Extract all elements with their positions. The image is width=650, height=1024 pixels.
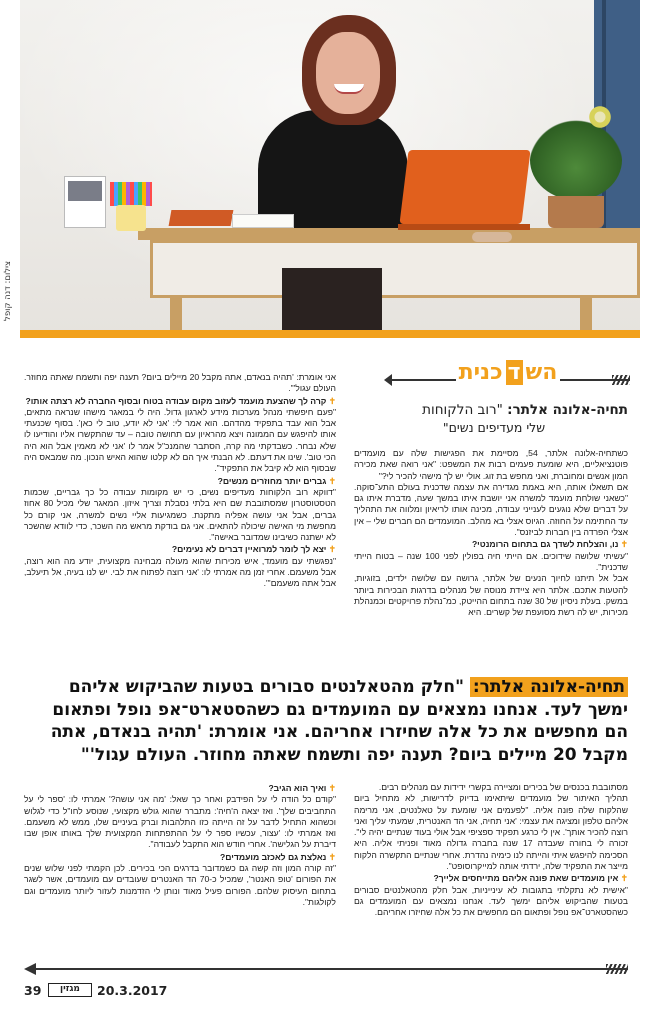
column-left-top bbox=[24, 372, 336, 670]
question-bullet-icon: ✝ bbox=[326, 475, 336, 486]
section-title bbox=[386, 360, 630, 386]
interview-question bbox=[24, 544, 336, 555]
paragraph: "נפגשתי עם מועמד, איש מכירות שהוא מעולה מבחינה מקצועית, יודע מה הוא רוצה, אבל משעמם. אחרי זמן מה אמרתי לו: 'אני רוצה לפתוח את לבי. יש לנו בעיה, אל תיעלב, אבל אתה משעמם'". bbox=[24, 555, 336, 589]
article-headline bbox=[360, 402, 628, 418]
paragraph: אני אומרת: 'תהיה בנאדם, אתה מקבל 20 מיילים ביום? תענה יפה ותשמח שאתה מחוזר. העולם עגול'". bbox=[24, 372, 336, 394]
pull-quote bbox=[24, 676, 628, 766]
question-bullet-icon: ✝ bbox=[326, 395, 336, 406]
question-text: קרה לך שהצעת מועמד לעזוב מקום עבודה בטוח ובסוף החברה לא רצתה אותו? bbox=[25, 395, 327, 406]
question-text: אין מועמדים שאת פונה אליהם מתייחסים אלייך? bbox=[433, 873, 619, 884]
pencil-cup bbox=[116, 205, 146, 231]
arrow-tip-icon bbox=[24, 963, 36, 975]
papers bbox=[232, 214, 294, 228]
photo-credit: צילום: דנה קופל bbox=[3, 260, 13, 322]
column-right-bottom bbox=[354, 782, 628, 954]
orange-divider bbox=[20, 330, 640, 338]
footer-arrow bbox=[24, 963, 628, 975]
red-laptop bbox=[169, 210, 234, 226]
interview-question bbox=[24, 476, 336, 487]
pull-quote-text: "חלק מהטאלנטים סבורים בטעות שהביקוש אליהם ימשך לעד. אנחנו נמצאים עם המועמדים גם כשהסטארט־אפ נופל ופתאום הם מחפשים את כל אלה שחיזרו אחריהם. אני אומרת: 'תהיה בנאדם, אתה מקבל 20 מיילים ביום? תענה יפה ותשמח שאתה מחוזר. העולם עגול'" bbox=[50, 677, 628, 765]
interview-question bbox=[24, 783, 336, 794]
question-bullet-icon: ✝ bbox=[618, 539, 628, 550]
interview-question bbox=[24, 396, 336, 407]
paragraph: "קודם כל הודה לי על הפידבק ואחר כך שאל: 'מה אני עושה?' אמרתי לו: 'ספר לי על התחביבים שלך'. ואז יצאה ה'חיה': מתברר שהוא גולש מקצועי, שנוסע לחו"ל כדי לגלוש וכשהוא התחיל לדבר על זה הייתה כזו התלהבות וברק בעיניים שלו, ממש לא משעמם. ואז אמרתי לו: 'עצור, עכשיו ספר לי על ההתפתחות המקצועית שלך באותו אופן שבו דיברת על הגלישה'. אחרי חודש הוא התקבל לעבודה". bbox=[24, 794, 336, 850]
arrow-feather-icon bbox=[606, 964, 628, 974]
laptop-base bbox=[398, 224, 530, 230]
headline-quote: "רוב הלקוחות bbox=[422, 402, 503, 418]
question-bullet-icon: ✝ bbox=[326, 544, 336, 555]
headline-name: תחיה-אלונה אלתר: bbox=[507, 402, 628, 418]
column-left-bottom bbox=[24, 782, 336, 954]
question-bullet-icon: ✝ bbox=[326, 851, 336, 862]
person-face bbox=[316, 32, 380, 114]
paragraph: "פעם חיפשתי מנהל מערכות מידע לארגון גדול. היה לי במאגר מישהו שנראה מתאים, אבל הוא עבד בתפקיד מהדהם. הוא אמר לי: 'אני לא יודע, טוב לי כאן'. בסוף שכנעתי אותו להיפגש עם הממונה ויצא מהראיון עם תחושה טובה – עד שהתקשרו אליו והודיעו לו שלא נבחר. כשבדקתי מה קרה, הסתבר שהמנכ"ל אמר לו 'אני לא מאמין אבל הוא היה הכי טוב'. שינו את דעתם. לא הבנתי איך הם לא קלטו שהוא האיש הנכון. מה שמבאס היה שבסוף הוא לא קיבל את התפקיד". bbox=[24, 406, 336, 474]
question-text: ואיך הוא הגיב? bbox=[268, 783, 327, 793]
section-title-part-b: כנית bbox=[456, 360, 506, 385]
paragraph: "עשיתי שלושה שידוכים. אם הייתי חיה בפולין לפני 100 שנה – בטוח הייתי שדכנית". bbox=[354, 550, 628, 572]
interview-question bbox=[24, 852, 336, 863]
paragraph: מסתובבת בכנסים של בכירים ומציירה בקשרי ידידות עם מנהלים רבים. bbox=[378, 782, 628, 792]
article-subline: שלי מעדיפים נשים" bbox=[442, 420, 546, 435]
desk-top bbox=[138, 228, 640, 240]
interview-question bbox=[354, 873, 628, 884]
pencils bbox=[110, 182, 152, 206]
laptop-icon bbox=[399, 150, 530, 224]
calendar-icon bbox=[64, 176, 106, 228]
section-banner bbox=[386, 360, 630, 388]
question-text: נו, והצלחת לשדך גם בתחום הרומנטי? bbox=[471, 539, 619, 550]
paragraph: "זה קורה המון וזה קשה גם כשמדובר בדרגים הכי בכירים. לכן הקמתי לפני שלוש שנים את הפורום 'טופ האנטר', שמכיל כ-70 הד האנטרים שעובדים עם מועמדים, אשר לשגר בתחום העיסוק שלהם. הפורום פעיל מאוד ונותן לי הזדמנות לעזור ליותר מועמדים וגם לקולגות". bbox=[24, 863, 336, 907]
desk-panel bbox=[150, 240, 640, 298]
question-text: יצא לך לומר למרואיין דברים לא נעימים? bbox=[171, 544, 327, 555]
person-legs bbox=[282, 268, 382, 336]
column-right-top bbox=[354, 448, 628, 670]
footer-line bbox=[36, 968, 628, 970]
paragraph: "דווקא רוב הלקוחות מעדיפים נשים, כי יש מקומות עבודה כל כך גבריים, שכמות הטסטוסטרון שמסתובבת שם היא בלתי נסבלת וצריך איזון. המאגר שלי מכיל 80 אחוז גברים, אבל אני עושה אפליה מתקנת. כשמגיעות אליי נשים למשרה, אני קורם כל מחפשת מי האישה שיכולה להתאים. אני גם בודקת מראש מה השכר, כדי לוודא שהשכר לא ישתנה כשיבינו שמדובר באישה". bbox=[24, 486, 336, 543]
question-text: נאלצת גם לאכזב מועמדים? bbox=[219, 851, 327, 862]
section-title-part-a: הש bbox=[523, 360, 561, 385]
paragraph: כשתחיה-אלונה אלתר, 54, מסיימת את הפגישות שלה עם מועמדים פוטנציאליים, היא שומעת פעמים רבות את המשפט: "אני רואה שאת מכירה המון אנשים ומחוברת, ואני מחפש בת זוג. אולי יש לך מישהי להכיר לי?" bbox=[354, 448, 628, 481]
section-title-box: ד bbox=[507, 360, 521, 385]
pull-quote-name: תחיה-אלונה אלתר: bbox=[470, 677, 628, 697]
paragraph: תהליך האיתור של מועמדים שיתאימו בדיוק לדרישות, לא מתחיל ביום שהלקוח שלה פונה אליה. "לפעמים אני שומעת על טאלנטים, אני מרימה אליהם טלפון ומציגה את עצמי: 'אני תחיה, אני הד האנטרית, שמעתי עליך ואני רוצה להכיר אותך'. אין לי כרגע תפקיד ספציפי אבל אולי בעוד שנתיים יהיה לי". זכורה לי בחורה שעבדה 17 שנה בחברה גדולה מאוד ופניתי אליה. היא הסכימה להיפגש איתי והייתה לנו כימיה נהדרת. אחרי שנתיים התקשרה הלקוח מייצר את התפקיד שלה, ירדתי אותה למייקרוסופט". bbox=[354, 793, 628, 872]
paragraph: אבל אל תיתנו לחיוך הנעים של אלתר, גרושה עם שלושה ילדים, בזוגיות, להטעות אתכם. אלתר היא ציידת מנוסה של מנהלים בדרגות הבכירות ביותר במשק. בעלת ניסיון של 30 שנה בתחום ההייטק, כמ־נהלת פרויקטים וכמנהלת מכירות, יש לה רשת מסועפת של קשרים. היא bbox=[354, 573, 628, 618]
question-bullet-icon: ✝ bbox=[618, 873, 628, 884]
question-text: גברים יותר מחוזרים מנשים? bbox=[217, 475, 327, 486]
shells bbox=[472, 232, 512, 242]
paragraph: אם תשאלו אותה, היא באמת מגדירה את עצמה שדכנית בעולם התע־סוקה. "כשאני שולחת מועמד למשרה אני יושבת איתו במשך שעה, מדברת איתו גם על דברים שלא נוגעים לענייני עבודה, מכינה אותו לריאיון ומלווה את התהליך עד החתימה על החוזה. הגיוס אצלי בא מהלב. המועמדים הם חברים שלי – אין אצלי הפרדה בין חברות לביזנס". bbox=[354, 481, 628, 538]
issue-date: 20.3.2017 bbox=[97, 983, 168, 998]
magazine-logo: מגזין bbox=[48, 983, 92, 997]
interview-question bbox=[354, 539, 628, 550]
plant-pot bbox=[548, 196, 604, 228]
question-bullet-icon: ✝ bbox=[326, 783, 336, 793]
paragraph: "אישית לא נתקלתי בתגובות לא עינייניות, אבל חלק מהטאלנטים סבורים בטעות שהביקוש אליהם ימשך לעד. אנחנו נמצאים עם המועמדים גם כשהסטארט־אפ נופל ופתאום הם מחפשים את כל אלה שחיזרו אחריהם. bbox=[354, 884, 628, 918]
page-number: 39 bbox=[24, 983, 42, 998]
flowers bbox=[580, 100, 620, 134]
header-photo bbox=[20, 0, 640, 336]
